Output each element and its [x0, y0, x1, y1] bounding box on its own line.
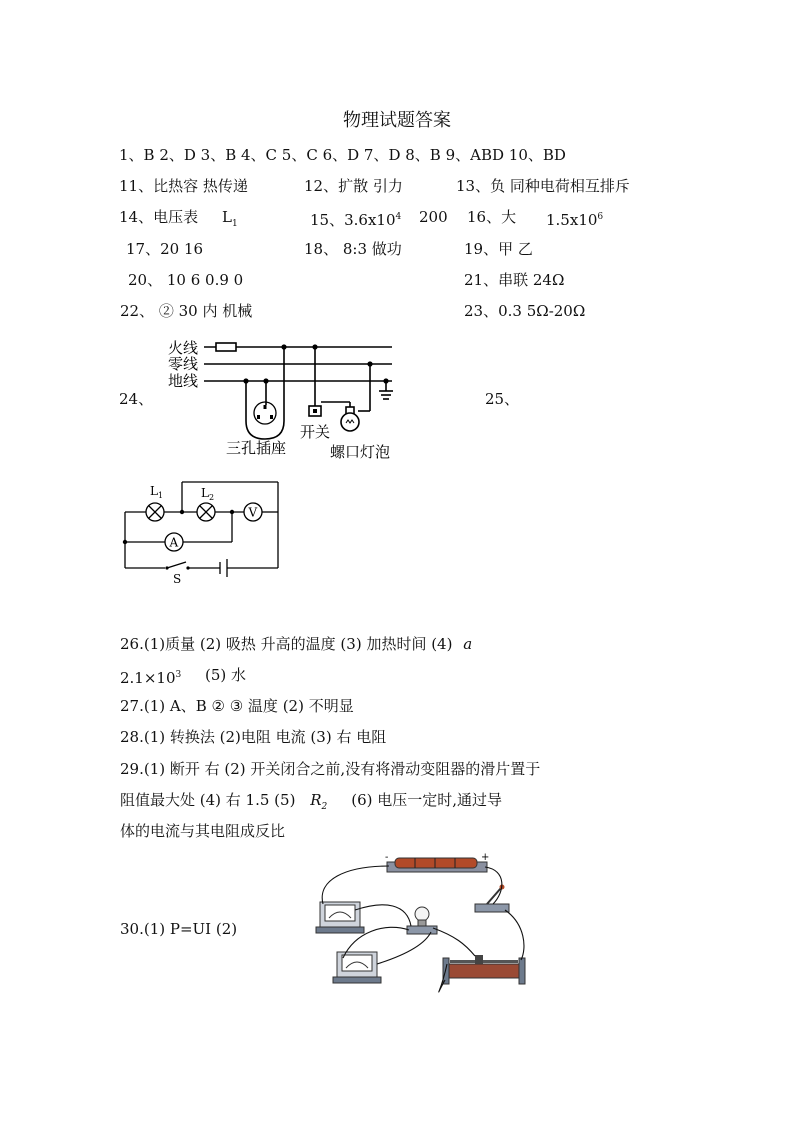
- ground-wire-label: 地线: [168, 372, 199, 390]
- switch-s-label: S: [173, 572, 182, 586]
- answer-20: 20、 10 6 0.9 0: [128, 271, 244, 289]
- answer-11: 11、比热容 热传递: [119, 177, 248, 195]
- battery-minus: -: [385, 852, 389, 863]
- answer-21: 21、串联 24Ω: [464, 271, 565, 289]
- ammeter-symbol: A: [169, 535, 179, 550]
- answer-16: 16、大: [467, 208, 517, 226]
- battery-pack: [387, 858, 487, 872]
- knife-switch: [475, 885, 509, 913]
- page-title: 物理试题答案: [343, 110, 451, 131]
- answer-25-label: 25、: [485, 390, 520, 408]
- answer-26-c: (5) 水: [205, 666, 247, 684]
- answer-19: 19、甲 乙: [464, 240, 533, 258]
- switch-label: 开关: [300, 423, 331, 441]
- bulb-label: 螺口灯泡: [330, 443, 391, 461]
- answer-24-label: 24、: [119, 390, 154, 408]
- answer-29-c: 体的电流与其电阻成反比: [120, 822, 286, 840]
- answer-16-b: $1.5x10^6$: [546, 211, 604, 229]
- answer-30: 30.(1) P=UI (2): [120, 920, 238, 938]
- answers-1-10: 1、B 2、D 3、B 4、C 5、C 6、D 7、D 8、B 9、ABD 10、BD: [119, 146, 566, 164]
- wiring-diagram: [160, 333, 410, 463]
- answer-15-b: 200: [419, 208, 448, 226]
- answer-26-a: 26.(1)质量 (2) 吸热 升高的温度 (3) 加热时间 (4) a: [120, 635, 473, 653]
- lamp-l1-label: $L_1$: [150, 484, 164, 500]
- answer-12: 12、扩散 引力: [304, 177, 403, 195]
- answer-28: 28.(1) 转换法 (2)电阻 电流 (3) 右 电阻: [120, 728, 387, 746]
- voltmeter-symbol: V: [248, 505, 258, 520]
- battery-plus: +: [481, 852, 490, 863]
- answer-23: 23、0.3 5Ω-20Ω: [464, 302, 586, 320]
- neutral-wire-label: 零线: [168, 355, 199, 373]
- live-wire-label: 火线: [168, 339, 199, 357]
- answer-14: 14、电压表: [119, 208, 199, 226]
- apparatus-diagram: [315, 852, 530, 997]
- answer-13: 13、负 同种电荷相互排斥: [456, 177, 630, 195]
- answer-18: 18、 8:3 做功: [304, 240, 402, 258]
- bulb-device: [407, 907, 437, 934]
- circuit-diagram: [120, 480, 285, 590]
- voltmeter-device: [333, 952, 381, 983]
- answer-22: 22、 ② 30 内 机械: [120, 302, 253, 320]
- lamp-l2-label: $L_2$: [201, 486, 215, 502]
- socket-label: 三孔插座: [226, 439, 287, 457]
- answer-14-l1: $L_1$: [222, 208, 238, 229]
- rheostat: [443, 955, 525, 984]
- answer-17: 17、20 16: [126, 240, 204, 258]
- answer-26-b: $2.1\times 10^3$: [120, 669, 182, 687]
- answer-29-b: 阻值最大处 (4) 右 1.5 (5) $R_2$ (6) 电压一定时,通过导: [120, 791, 503, 812]
- ammeter-device: [316, 902, 364, 933]
- answer-29-a: 29.(1) 断开 右 (2) 开关闭合之前,没有将滑动变阻器的滑片置于: [120, 760, 541, 778]
- answer-15: 15、$3.6x10^4$: [310, 211, 402, 229]
- answer-27: 27.(1) A、B ② ③ 温度 (2) 不明显: [120, 697, 354, 715]
